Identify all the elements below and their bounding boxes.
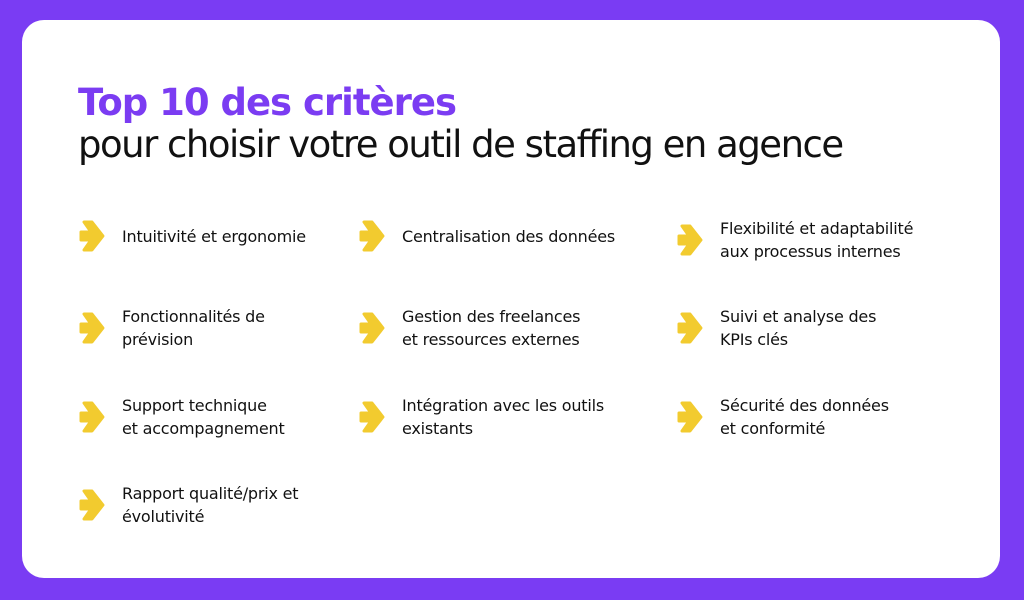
chevron-arrow-icon bbox=[676, 221, 704, 259]
chevron-arrow-icon bbox=[78, 486, 106, 524]
criterion-item bbox=[676, 217, 913, 263]
chevron-arrow-icon bbox=[78, 309, 106, 347]
criterion-item bbox=[78, 482, 298, 528]
criterion-label: Suivi et analyse des KPIs clés bbox=[720, 307, 877, 349]
criterion-label: Sécurité des données et conformité bbox=[720, 396, 889, 438]
chevron-arrow-icon bbox=[78, 217, 106, 255]
title-subtitle: pour choisir votre outil de staffing en agence bbox=[78, 123, 843, 166]
title-block bbox=[78, 82, 958, 166]
criterion-item bbox=[78, 217, 306, 255]
criterion-label: Flexibilité et adaptabilité aux processus internes bbox=[720, 219, 914, 261]
chevron-arrow-icon bbox=[358, 217, 386, 255]
criterion-item bbox=[358, 305, 580, 351]
criterion-item bbox=[78, 305, 265, 351]
chevron-arrow-icon bbox=[78, 398, 106, 436]
criterion-label: Intuitivité et ergonomie bbox=[122, 226, 306, 246]
criterion-item bbox=[78, 394, 285, 440]
criterion-item bbox=[358, 217, 615, 255]
criterion-label: Centralisation des données bbox=[402, 226, 616, 246]
chevron-arrow-icon bbox=[358, 398, 386, 436]
criterion-label: Intégration avec les outils existants bbox=[402, 396, 604, 438]
criterion-label: Support technique et accompagnement bbox=[122, 396, 285, 438]
criterion-label: Fonctionnalités de prévision bbox=[122, 307, 265, 349]
criterion-item bbox=[676, 394, 889, 440]
infographic-card bbox=[22, 20, 1000, 578]
criterion-item bbox=[676, 305, 876, 351]
chevron-arrow-icon bbox=[676, 398, 704, 436]
criterion-label: Rapport qualité/prix et évolutivité bbox=[122, 484, 299, 526]
title-highlight: Top 10 des critères bbox=[78, 81, 456, 124]
criterion-item bbox=[358, 394, 604, 440]
chevron-arrow-icon bbox=[676, 309, 704, 347]
chevron-arrow-icon bbox=[358, 309, 386, 347]
criterion-label: Gestion des freelances et ressources externes bbox=[402, 307, 581, 349]
